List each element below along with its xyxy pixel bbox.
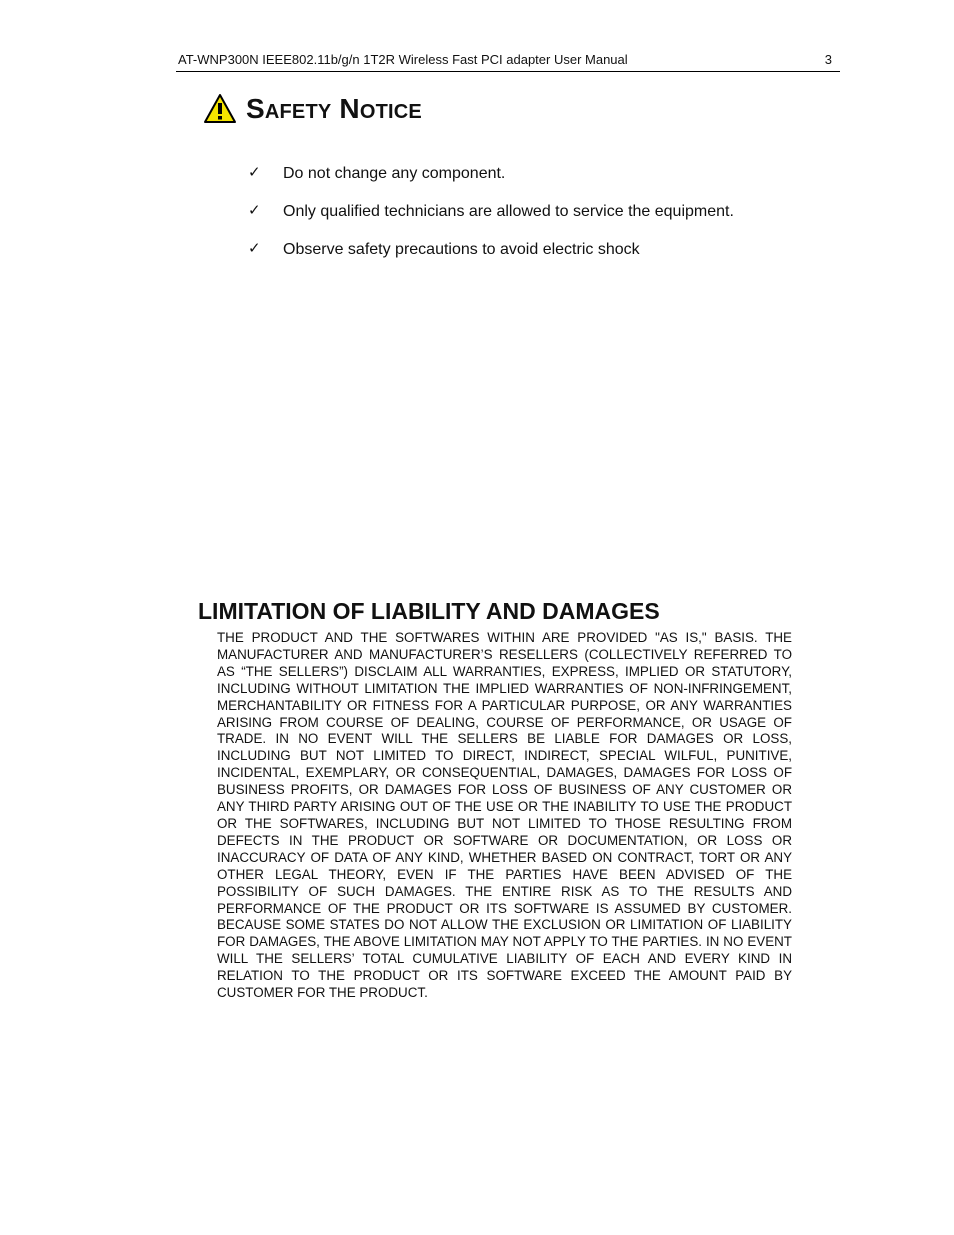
safety-notice-heading: Safety Notice <box>246 93 422 124</box>
list-item-text: Do not change any component. <box>283 165 506 182</box>
safety-notice-title <box>203 91 422 127</box>
running-header <box>176 51 840 72</box>
warning-triangle-icon <box>203 93 237 125</box>
document-title: AT-WNP300N IEEE802.11b/g/n 1T2R Wireless Fast PCI adapter User Manual <box>178 52 628 67</box>
check-icon: ✓ <box>248 240 261 257</box>
list-item <box>248 163 734 201</box>
list-item-text: Only qualified technicians are allowed to service the equipment. <box>283 203 734 220</box>
liability-body: THE PRODUCT AND THE SOFTWARES WITHIN ARE PROVIDED "AS IS," BASIS. THE MANUFACTURER AND MANUFACTURER’S RESELLERS (COLLECTIVELY REFERRED TO AS “THE SELLERS”) DISCLAIM ALL WARRANTIES, EXPRESS, IMPLIED OR STATUTORY, INCLUDING WITHOUT LIMITATION THE IMPLIED WARRANTIES OF NON-INFRINGEMENT, MERCHANTABILITY OR FITNESS FOR A PARTICULAR PURPOSE, OR ANY WARRANTIES ARISING FROM COURSE OF DEALING, COURSE OF PERFORMANCE, OR USAGE OF TRADE. IN NO EVENT WILL THE SELLERS BE LIABLE FOR DAMAGES OR LOSS, INCLUDING BUT NOT LIMITED TO DIRECT, INDIRECT, SPECIAL WILFUL, PUNITIVE, INCIDENTAL, EXEMPLARY, OR CONSEQUENTIAL, DAMAGES, DAMAGES FOR LOSS OF BUSINESS PROFITS, OR DAMAGES FOR LOSS OF BUSINESS OF ANY CUSTOMER OR ANY THIRD PARTY ARISING OUT OF THE USE OR THE INABILITY TO USE THE PRODUCT OR THE SOFTWARES, INCLUDING BUT NOT LIMITED TO THOSE RESULTING FROM DEFECTS IN THE PRODUCT OR SOFTWARE OR DOCUMENTATION, OR LOSS OR INACCURACY OF DATA OF ANY KIND, WHETHER BASED ON CONTRACT, TORT OR ANY OTHER LEGAL THEORY, EVEN IF THE PARTIES HAVE BEEN ADVISED OF THE POSSIBILITY OF SUCH DAMAGES. THE ENTIRE RISK AS TO THE RESULTS AND PERFORMANCE OF THE PRODUCT OR ITS SOFTWARE IS ASSUMED BY CUSTOMER. BECAUSE SOME STATES DO NOT ALLOW THE EXCLUSION OR LIMITATION OF LIABILITY FOR DAMAGES, THE ABOVE LIMITATION MAY NOT APPLY TO THE PARTIES. IN NO EVENT WILL THE SELLERS’ TOTAL CUMULATIVE LIABILITY OF EACH AND EVERY KIND IN RELATION TO THE PRODUCT OR ITS SOFTWARE EXCEED THE AMOUNT PAID BY CUSTOMER FOR THE PRODUCT. <box>217 630 792 1001</box>
page-number: 3 <box>824 52 832 67</box>
list-item <box>248 201 734 239</box>
check-icon: ✓ <box>248 164 261 181</box>
safety-notice-list <box>248 163 734 277</box>
list-item <box>248 239 734 277</box>
liability-heading: LIMITATION OF LIABILITY AND DAMAGES <box>198 598 660 624</box>
list-item-text: Observe safety precautions to avoid electric shock <box>283 241 640 258</box>
check-icon: ✓ <box>248 202 261 219</box>
